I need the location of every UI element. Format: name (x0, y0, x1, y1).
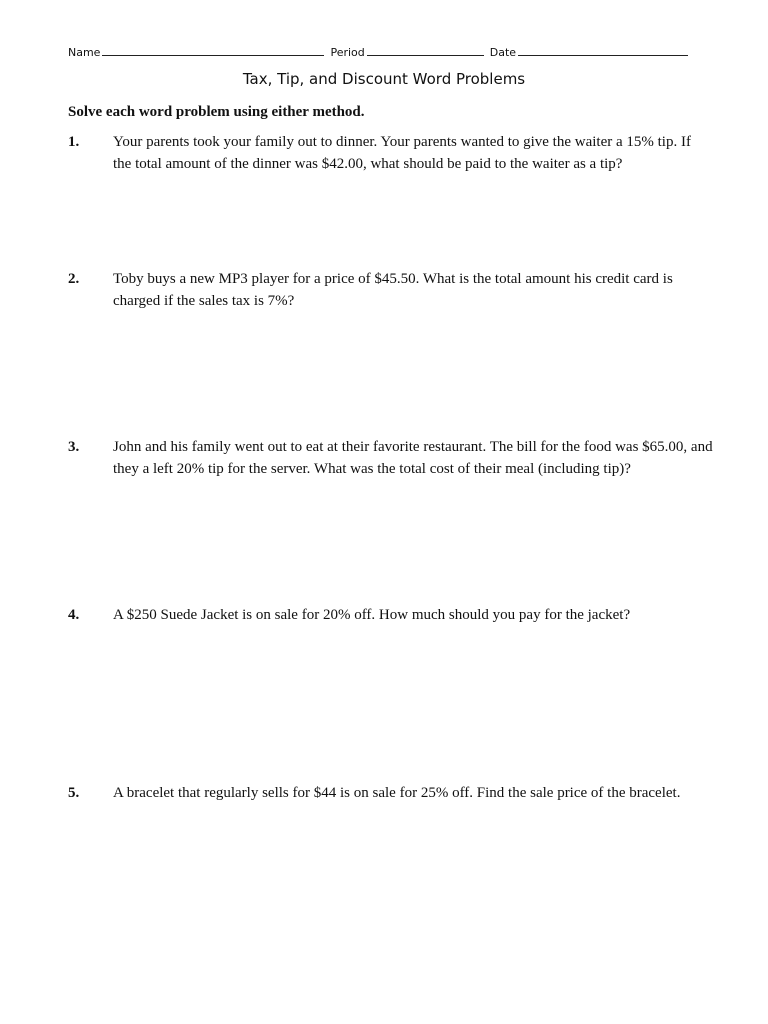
problem-4 (68, 604, 708, 626)
student-info-header (68, 46, 698, 59)
problem-number: 1. (68, 134, 80, 150)
problem-number: 2. (68, 271, 80, 287)
problem-3 (68, 436, 713, 480)
date-blank[interactable] (518, 46, 688, 56)
problem-5 (68, 782, 708, 804)
problem-1 (68, 131, 708, 175)
name-label: Name (68, 46, 101, 59)
instructions: Solve each word problem using either method. (68, 104, 365, 120)
problem-text: A $250 Suede Jacket is on sale for 20% off. How much should you pay for the jacket? (113, 607, 631, 623)
problem-number: 3. (68, 439, 80, 455)
page-title: Tax, Tip, and Discount Word Problems (242, 70, 526, 88)
period-label: Period (330, 46, 365, 59)
problem-text: Toby buys a new MP3 player for a price of $45.50. What is the total amount his credit card is charged if the sales tax is 7%? (113, 271, 673, 309)
problem-text: John and his family went out to eat at their favorite restaurant. The bill for the food was $65.00, and they a left 20% tip for the server. What was the total cost of their meal (including tip)? (113, 439, 713, 477)
date-label: Date (489, 46, 517, 59)
problem-number: 5. (68, 785, 80, 801)
name-blank[interactable] (102, 46, 324, 56)
period-blank[interactable] (367, 46, 484, 56)
problem-text: A bracelet that regularly sells for $44 is on sale for 25% off. Find the sale price of the bracelet. (113, 785, 681, 801)
problem-2 (68, 268, 708, 312)
problem-text: Your parents took your family out to dinner. Your parents wanted to give the waiter a 15% tip. If the total amount of the dinner was $42.00, what should be paid to the waiter as a tip? (113, 134, 691, 172)
problem-number: 4. (68, 607, 80, 623)
